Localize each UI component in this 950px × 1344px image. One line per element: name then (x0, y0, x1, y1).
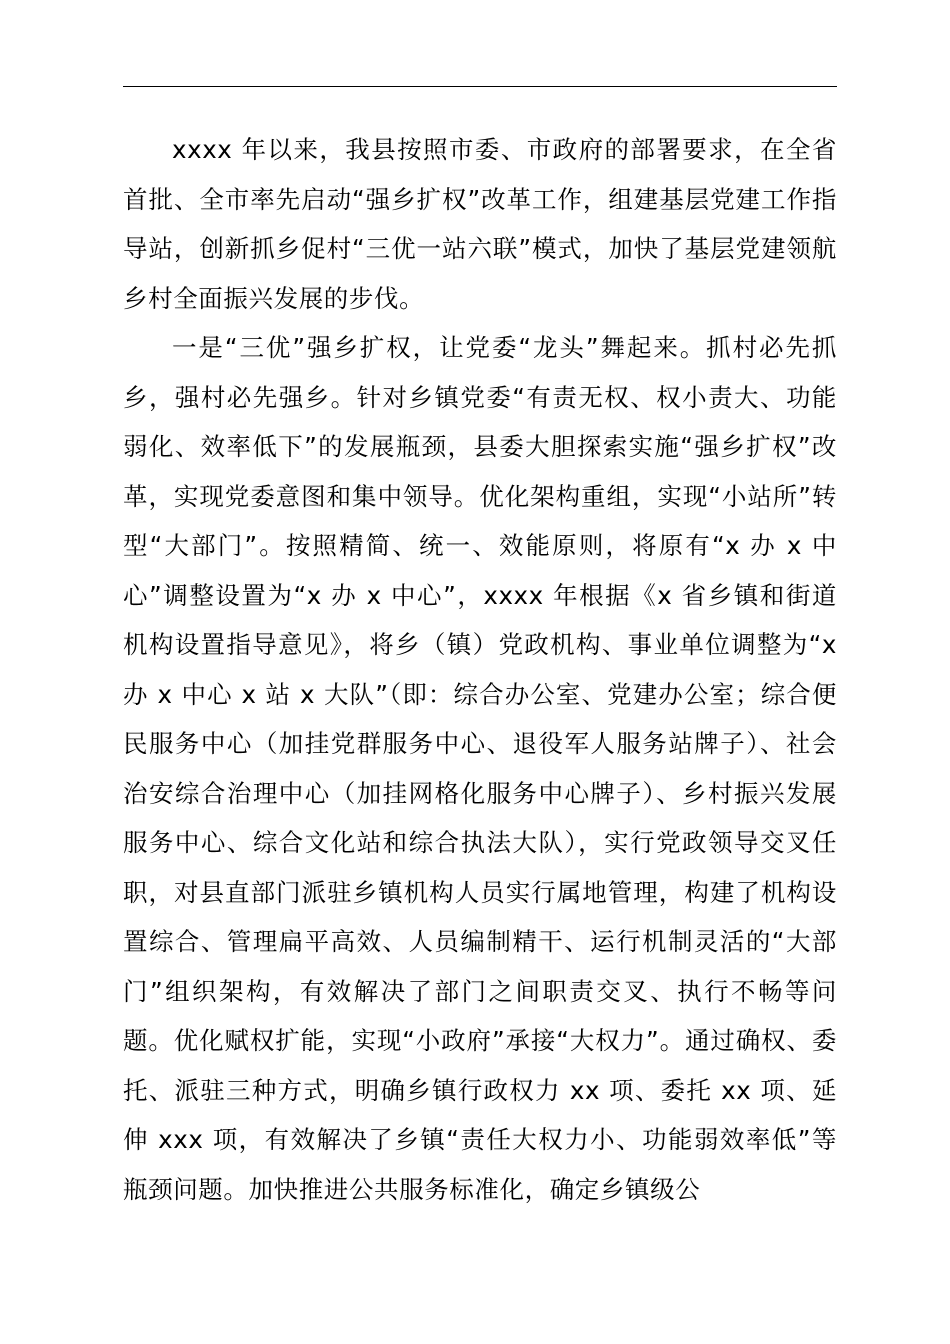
intro-paragraph: xxxx 年以来，我县按照市委、市政府的部署要求，在全省首批、全市率先启动“强乡扩权”改革工作，组建基层党建工作指导站，创新抓乡促村“三优一站六联”模式，加快了基层党建领航乡村全面振兴发展的步伐。 (123, 135, 837, 313)
document-body (123, 125, 837, 1214)
section-one-paragraph: 一是“三优”强乡扩权，让党委“龙头”舞起来。抓村必先抓乡，强村必先强乡。针对乡镇党委“有责无权、权小责大、功能弱化、效率低下”的发展瓶颈，县委大胆探索实施“强乡扩权”改革，实现党委意图和集中领导。优化架构重组，实现“小站所”转型“大部门”。按照精简、统一、效能原则，将原有“x 办 x 中心”调整设置为“x 办 x 中心”，xxxx 年根据《x 省乡镇和街道机构设置指导意见》，将乡（镇）党政机构、事业单位调整为“x 办 x 中心 x 站 x 大队”（即：综合办公室、党建办公室；综合便民服务中心（加挂党群服务中心、退役军人服务站牌子）、社会治安综合治理中心（加挂网格化服务中心牌子）、乡村振兴发展服务中心、综合文化站和综合执法大队），实行党政领导交叉任职，对县直部门派驻乡镇机构人员实行属地管理，构建了机构设置综合、管理扁平高效、人员编制精干、运行机制灵活的“大部门”组织架构，有效解决了部门之间职责交叉、执行不畅等问题。优化赋权扩能，实现“小政府”承接“大权力”。通过确权、委托、派驻三种方式，明确乡镇行政权力 xx 项、委托 xx 项、延伸 xxx 项，有效解决了乡镇“责任大权力小、功能弱效率低”等瓶颈问题。加快推进公共服务标准化，确定乡镇级公 (123, 333, 837, 1204)
header-rule (123, 86, 837, 87)
